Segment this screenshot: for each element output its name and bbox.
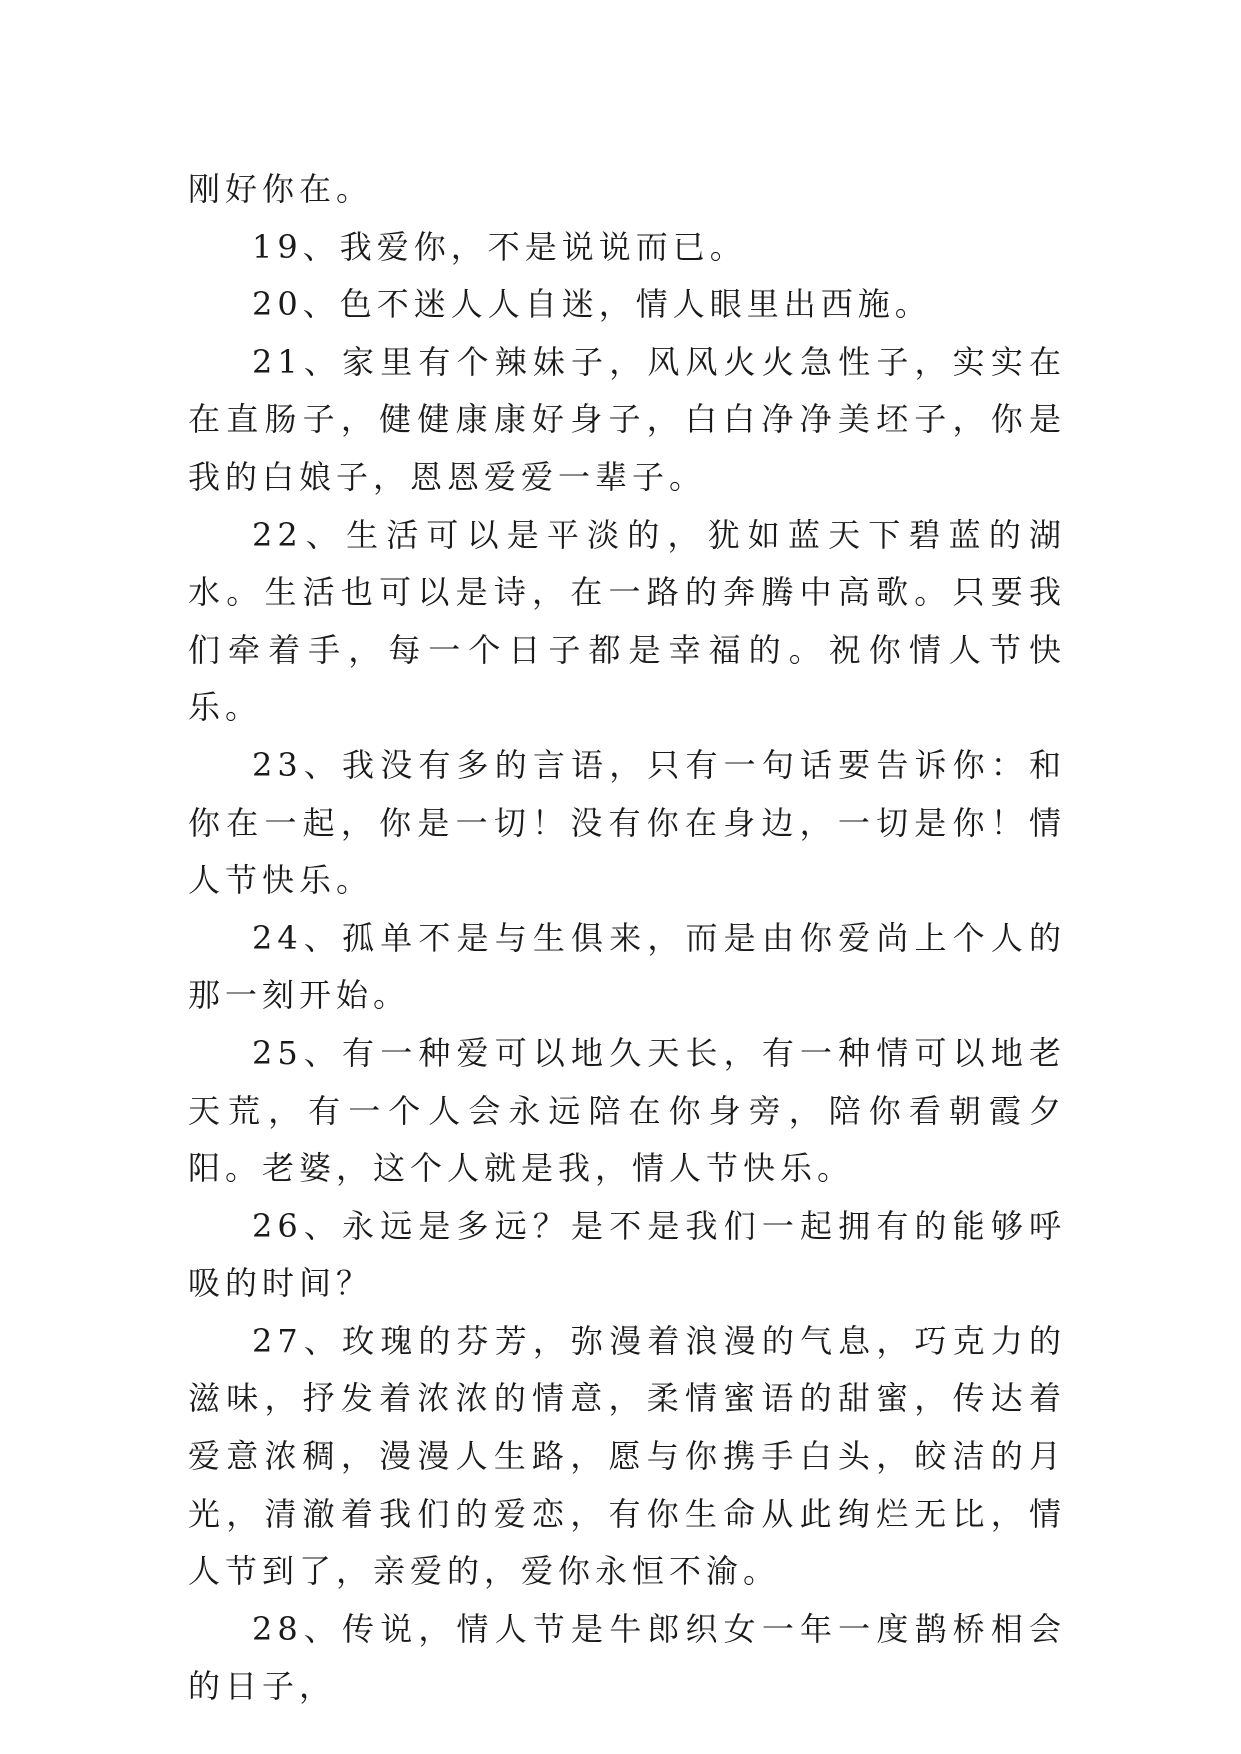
paragraph-25: 25、有一种爱可以地久天长，有一种情可以地老天荒，有一个人会永远陪在你身旁，陪你看朝霞夕阳。老婆，这个人就是我，情人节快乐。 [188, 1033, 1066, 1188]
paragraph-20: 20、色不迷人人自迷，情人眼里出西施。 [252, 285, 932, 324]
document-body [188, 161, 1066, 1716]
paragraph-23: 23、我没有多的言语，只有一句话要告诉你：和你在一起，你是一切！没有你在身边，一切是你！情人节快乐。 [188, 745, 1066, 900]
paragraph-21: 21、家里有个辣妹子，风风火火急性子，实实在在直肠子，健健康康好身子，白白净净美坯子，你是我的白娘子，恩恩爱爱一辈子。 [188, 342, 1066, 496]
paragraph-26: 26、永远是多远？是不是我们一起拥有的能够呼吸的时间？ [188, 1206, 1066, 1303]
paragraph-continuation: 刚好你在。 [188, 170, 374, 208]
paragraph-22: 22、生活可以是平淡的，犹如蓝天下碧蓝的湖水。生活也可以是诗，在一路的奔腾中高歌。只要我们牵着手，每一个日子都是幸福的。祝你情人节快乐。 [188, 515, 1066, 727]
paragraph-19: 19、我爱你，不是说说而已。 [252, 227, 747, 266]
paragraph-28: 28、传说，情人节是牛郎织女一年一度鹊桥相会的日子， [188, 1609, 1066, 1706]
paragraph-27: 27、玫瑰的芬芳，弥漫着浪漫的气息，巧克力的滋味，抒发着浓浓的情意，柔情蜜语的甜蜜，传达着爱意浓稠，漫漫人生路，愿与你携手白头，皎洁的月光，清澈着我们的爱恋，有你生命从此绚烂无比，情人节到了，亲爱的，爱你永恒不渝。 [188, 1321, 1066, 1591]
paragraph-24: 24、孤单不是与生俱来，而是由你爱尚上个人的那一刻开始。 [188, 918, 1066, 1015]
